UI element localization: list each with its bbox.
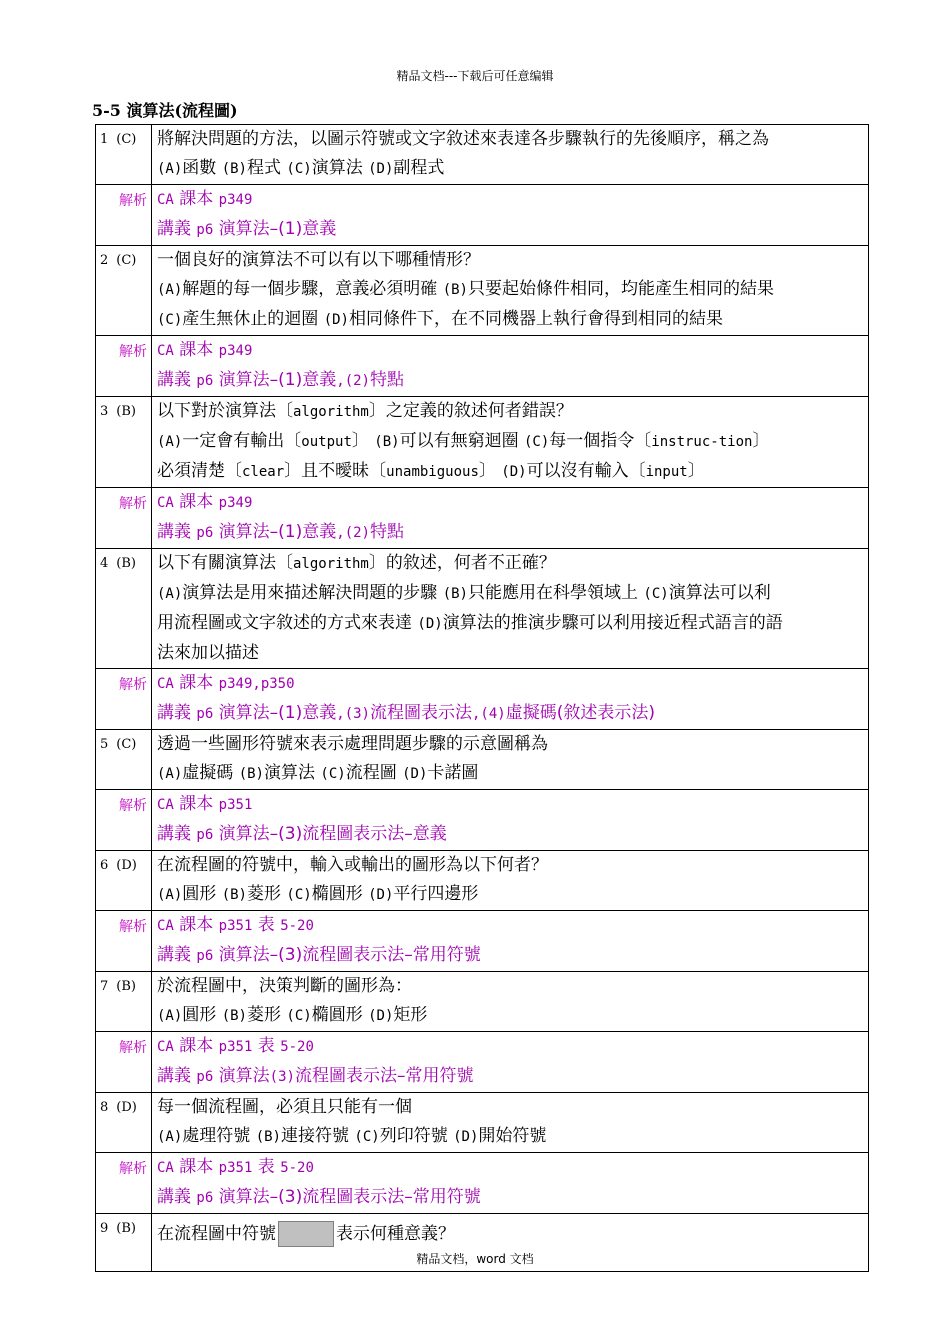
latin-segment: (B) <box>238 766 264 782</box>
text-segment: 意義 <box>412 824 447 844</box>
text-line <box>157 305 862 335</box>
text-line <box>157 880 862 910</box>
text-segment: 特點 <box>369 522 404 542</box>
text-segment: 課本 <box>173 492 219 512</box>
latin-segment: CA <box>157 797 174 813</box>
latin-segment: unambiguous <box>386 464 479 480</box>
text-segment: 意義 <box>302 522 337 542</box>
question-table-body <box>96 125 869 1272</box>
text-line <box>157 759 862 789</box>
question-row <box>96 246 869 336</box>
answer-key: (D) <box>116 1100 137 1115</box>
latin-segment: 5-20 <box>280 1160 314 1176</box>
question-number-cell <box>96 851 152 911</box>
latin-segment: ,(4) <box>471 706 506 722</box>
question-number: 6 <box>100 858 109 873</box>
explanation-row <box>96 1153 869 1214</box>
latin-segment: (B) <box>221 887 247 903</box>
text-line <box>157 366 862 396</box>
text-line <box>157 609 862 639</box>
latin-segment: 5-20 <box>280 1039 314 1055</box>
text-segment: 課本 <box>173 1036 219 1056</box>
text-segment: 課本 <box>173 673 219 693</box>
question-text-cell <box>152 549 869 669</box>
latin-segment: p349 <box>218 192 253 208</box>
text-segment: 必須清楚〔 <box>157 461 242 481</box>
question-number-cell <box>96 972 152 1032</box>
question-table <box>95 124 869 1272</box>
text-segment: 流程圖表示法 <box>302 824 405 844</box>
text-segment: 〕的敘述，何者不正確？ <box>368 553 556 573</box>
text-segment: 於流程圖中，決策判斷的圖形為： <box>157 976 412 996</box>
text-segment: 講義 <box>157 945 197 965</box>
latin-segment: (D) <box>417 616 443 632</box>
explanation-row <box>96 669 869 730</box>
latin-segment: (C) <box>320 766 346 782</box>
text-segment: – <box>404 1187 413 1207</box>
text-line <box>157 457 862 487</box>
text-line <box>157 1214 862 1249</box>
text-line <box>157 639 862 668</box>
text-segment: 只要起始條件相同，均能產生相同的結果 <box>468 279 774 299</box>
latin-segment: (C) <box>643 586 669 602</box>
text-segment: 在流程圖的符號中，輸入或輸出的圖形為以下何者？ <box>157 855 548 875</box>
text-segment: 演算法 <box>213 370 270 390</box>
latin-segment: CA <box>157 495 174 511</box>
text-line <box>157 336 862 366</box>
text-segment: 處理符號 <box>182 1126 256 1146</box>
text-line <box>157 215 862 245</box>
latin-segment: p351 <box>218 1039 253 1055</box>
text-line <box>157 669 862 699</box>
latin-segment: p6 <box>196 1190 214 1206</box>
answer-key: (C) <box>116 253 137 268</box>
text-segment: 〕 <box>752 431 770 451</box>
latin-segment: p6 <box>196 525 214 541</box>
text-line <box>157 488 862 518</box>
latin-segment: (C) <box>523 434 550 450</box>
text-line <box>157 941 862 971</box>
latin-segment: p351 <box>218 918 253 934</box>
explanation-text-cell <box>152 1032 869 1093</box>
text-segment: 特點 <box>369 370 404 390</box>
question-row <box>96 397 869 488</box>
text-segment: 表 <box>252 915 281 935</box>
latin-segment: (A) <box>157 282 183 298</box>
text-segment: – <box>404 824 413 844</box>
latin-segment: (3) <box>269 1069 295 1085</box>
text-segment: 演算法 <box>213 219 270 239</box>
question-row <box>96 125 869 185</box>
text-segment: 連接符號 <box>281 1126 355 1146</box>
text-segment: 平行四邊形 <box>393 884 479 904</box>
text-segment: 課本 <box>173 340 219 360</box>
text-segment: 常用符號 <box>412 1187 481 1207</box>
text-segment: 講義 <box>157 522 197 542</box>
explanation-label: 解析 <box>96 336 152 397</box>
latin-segment: p6 <box>196 706 214 722</box>
latin-segment: (D) <box>402 766 428 782</box>
latin-segment: (C) <box>286 1008 312 1024</box>
latin-segment: ,(3) <box>336 706 370 722</box>
text-segment: 意義 <box>302 370 337 390</box>
text-segment: – <box>396 1066 406 1086</box>
text-segment: 演算法 <box>213 1066 270 1086</box>
text-segment: 虛擬碼 <box>182 763 239 783</box>
text-segment: 講義 <box>157 703 197 723</box>
latin-segment: output <box>301 434 352 450</box>
explanation-label: 解析 <box>96 1153 152 1214</box>
latin-segment: p351 <box>218 1160 253 1176</box>
text-segment: 演算法可以利 <box>668 583 771 603</box>
text-segment: –(1) <box>269 522 303 542</box>
text-segment: 敘述表示法 <box>563 703 649 723</box>
text-segment: 演算法 <box>213 945 270 965</box>
text-segment: 講義 <box>157 1187 197 1207</box>
latin-segment: input <box>645 464 688 480</box>
latin-segment: (A) <box>157 1129 183 1145</box>
text-segment: 表 <box>252 1036 281 1056</box>
text-segment: 〕之定義的敘述何者錯誤？ <box>368 401 573 421</box>
text-line <box>157 185 862 215</box>
text-line <box>157 1062 862 1092</box>
text-segment: 程式 <box>247 158 287 178</box>
text-segment: 橢圓形 <box>311 1005 369 1025</box>
text-segment: 演算法 <box>213 824 270 844</box>
text-segment: 課本 <box>173 189 219 209</box>
latin-segment: (B) <box>442 586 468 602</box>
latin-segment: (D) <box>323 312 349 328</box>
answer-key: (B) <box>116 556 136 571</box>
text-segment: 流程圖表示法 <box>302 1187 405 1207</box>
question-number: 1 <box>100 132 109 147</box>
latin-segment: (B) <box>374 434 400 450</box>
text-segment: 意義 <box>302 703 337 723</box>
question-number-cell <box>96 125 152 185</box>
explanation-text-cell <box>152 336 869 397</box>
text-segment: 演算法 <box>311 158 369 178</box>
question-text-cell <box>152 851 869 911</box>
answer-key: (D) <box>116 858 137 873</box>
text-segment: 圓形 <box>182 1005 222 1025</box>
question-text-cell <box>152 125 869 185</box>
text-segment: 透過一些圖形符號來表示處理問題步驟的示意圖稱為 <box>157 734 548 754</box>
explanation-row <box>96 1032 869 1093</box>
question-text-cell <box>152 730 869 790</box>
question-number: 2 <box>100 253 109 268</box>
question-row <box>96 549 869 669</box>
latin-segment: (C) <box>286 887 312 903</box>
question-number: 9 <box>100 1221 109 1236</box>
latin-segment: (A) <box>157 586 183 602</box>
text-line <box>157 1153 862 1183</box>
explanation-text-cell <box>152 911 869 972</box>
text-line <box>157 730 862 759</box>
explanation-label: 解析 <box>96 1032 152 1093</box>
text-segment: 課本 <box>173 794 219 814</box>
text-segment: 講義 <box>157 370 197 390</box>
text-segment: 〕 <box>478 461 502 481</box>
latin-segment: (A) <box>157 161 183 177</box>
latin-segment: instruc-tion <box>651 434 753 450</box>
question-number-cell <box>96 549 152 669</box>
text-segment: –(3) <box>269 1187 303 1207</box>
text-segment: 圓形 <box>182 884 222 904</box>
answer-key: (C) <box>116 737 137 752</box>
explanation-row <box>96 185 869 246</box>
latin-segment: (B) <box>442 282 468 298</box>
latin-segment: (A) <box>157 1008 183 1024</box>
latin-segment: ,(2) <box>336 525 370 541</box>
text-segment: 常用符號 <box>412 945 481 965</box>
text-segment: 講義 <box>157 824 197 844</box>
text-segment: 用流程圖或文字敘述的方式來表達 <box>157 613 418 633</box>
text-segment: 一定會有輸出〔 <box>182 431 302 451</box>
text-segment: ( <box>556 703 564 723</box>
explanation-label: 解析 <box>96 669 152 730</box>
question-number-cell <box>96 730 152 790</box>
text-segment: 流程圖表示法 <box>369 703 472 723</box>
latin-segment: (D) <box>368 1008 394 1024</box>
text-line <box>157 1032 862 1062</box>
text-segment: 演算法的推演步驟可以利用接近程式語言的語 <box>442 613 783 633</box>
latin-segment: (A) <box>157 434 183 450</box>
text-segment: 列印符號 <box>379 1126 454 1146</box>
text-segment: 表 <box>252 1157 281 1177</box>
latin-segment: p349 <box>218 495 253 511</box>
question-number: 5 <box>100 737 109 752</box>
text-segment: 虛擬碼 <box>505 703 557 723</box>
text-line <box>157 911 862 941</box>
latin-segment: p6 <box>196 948 214 964</box>
text-segment: 演算法是用來描述解決問題的步驟 <box>182 583 443 603</box>
text-segment: –(1) <box>269 370 303 390</box>
question-row <box>96 1093 869 1153</box>
answer-key: (B) <box>116 1221 136 1236</box>
question-number: 3 <box>100 404 109 419</box>
explanation-text-cell <box>152 185 869 246</box>
text-line <box>157 1122 862 1152</box>
latin-segment: algorithm <box>293 556 369 572</box>
question-text-cell <box>152 397 869 488</box>
text-segment: 〕且不曖昧〔 <box>284 461 387 481</box>
text-segment: –(1) <box>269 703 303 723</box>
question-text-cell <box>152 972 869 1032</box>
text-segment: 相同條件下，在不同機器上執行會得到相同的結果 <box>349 309 723 329</box>
explanation-row <box>96 336 869 397</box>
text-segment: 法來加以描述 <box>157 643 259 663</box>
text-segment: 解題的每一個步驟，意義必須明確 <box>182 279 443 299</box>
text-segment: 函數 <box>182 158 222 178</box>
text-segment: 可以沒有輸入〔 <box>526 461 646 481</box>
text-segment: 流程圖 <box>345 763 403 783</box>
question-row <box>96 851 869 911</box>
latin-segment: (C) <box>286 161 312 177</box>
question-number-cell <box>96 1093 152 1153</box>
question-text-cell <box>152 246 869 336</box>
question-row <box>96 730 869 790</box>
latin-segment: CA <box>157 1160 174 1176</box>
text-line <box>157 397 862 427</box>
text-segment: –(3) <box>269 824 303 844</box>
text-segment: 副程式 <box>393 158 445 178</box>
latin-segment: (B) <box>221 161 247 177</box>
question-row <box>96 972 869 1032</box>
text-segment: 開始符號 <box>478 1126 547 1146</box>
latin-segment: (D) <box>368 161 394 177</box>
question-number-cell <box>96 397 152 488</box>
explanation-row <box>96 911 869 972</box>
section-title: 5-5 演算法(流程圖) <box>92 101 238 120</box>
text-line <box>157 820 862 850</box>
latin-segment: (B) <box>221 1008 247 1024</box>
text-segment: 將解決問題的方法，以圖示符號或文字敘述來表達各步驟執行的先後順序，稱之為 <box>157 129 769 149</box>
explanation-label: 解析 <box>96 911 152 972</box>
explanation-label: 解析 <box>96 185 152 246</box>
latin-segment: p349 <box>218 343 253 359</box>
text-segment: 〕 <box>687 461 705 481</box>
explanation-row <box>96 488 869 549</box>
answer-key: (B) <box>116 979 136 994</box>
answer-key: (B) <box>116 404 136 419</box>
explanation-text-cell <box>152 488 869 549</box>
latin-segment: (A) <box>157 887 183 903</box>
text-segment: 課本 <box>173 1157 219 1177</box>
explanation-row <box>96 790 869 851</box>
latin-segment: (B) <box>255 1129 281 1145</box>
latin-segment: CA <box>157 343 174 359</box>
text-line <box>157 579 862 609</box>
text-line <box>157 275 862 305</box>
question-number-cell <box>96 246 152 336</box>
question-number: 8 <box>100 1100 109 1115</box>
text-line <box>157 1183 862 1213</box>
latin-segment: clear <box>242 464 285 480</box>
question-text-cell <box>152 1093 869 1153</box>
latin-segment: algorithm <box>293 404 369 420</box>
text-line <box>157 549 862 579</box>
text-line <box>157 972 862 1001</box>
text-segment: 每一個流程圖，必須且只能有一個 <box>157 1097 412 1117</box>
text-segment: 講義 <box>157 219 197 239</box>
explanation-text-cell <box>152 790 869 851</box>
text-segment: 以下對於演算法〔 <box>157 401 293 421</box>
page-footer: 精品文档，word 文档 <box>416 1252 534 1266</box>
text-segment: 菱形 <box>247 1005 287 1025</box>
explanation-text-cell <box>152 1153 869 1214</box>
text-segment: 每一個指令〔 <box>549 431 652 451</box>
text-segment: 課本 <box>173 915 219 935</box>
text-segment: 演算法 <box>213 1187 270 1207</box>
latin-segment: 5-20 <box>280 918 314 934</box>
explanation-label: 解析 <box>96 488 152 549</box>
latin-segment: (D) <box>453 1129 479 1145</box>
text-segment: 演算法 <box>264 763 321 783</box>
latin-segment: (C) <box>157 312 183 328</box>
latin-segment: (D) <box>501 464 527 480</box>
latin-segment: ,(2) <box>336 373 370 389</box>
text-line <box>157 125 862 154</box>
latin-segment: CA <box>157 676 174 692</box>
text-segment: 菱形 <box>247 884 287 904</box>
text-segment: –(1) <box>269 219 303 239</box>
text-line <box>157 246 862 275</box>
text-segment: 可以有無窮迴圈 <box>399 431 524 451</box>
flowchart-symbol-image <box>278 1221 334 1247</box>
explanation-text-cell <box>152 669 869 730</box>
text-segment: 意義 <box>302 219 337 239</box>
text-line <box>157 851 862 880</box>
text-segment: 矩形 <box>393 1005 428 1025</box>
text-segment: –(3) <box>269 945 303 965</box>
text-segment: 講義 <box>157 1066 197 1086</box>
text-line <box>157 1001 862 1031</box>
latin-segment: p351 <box>218 797 253 813</box>
text-segment: 在流程圖中符號 <box>157 1224 276 1244</box>
page-header: 精品文档---下载后可任意编辑 <box>396 69 554 83</box>
explanation-label: 解析 <box>96 790 152 851</box>
text-segment: – <box>404 945 413 965</box>
text-segment: 只能應用在科學領域上 <box>468 583 644 603</box>
latin-segment: p6 <box>196 1069 214 1085</box>
answer-key: (C) <box>116 132 137 147</box>
text-segment: 演算法 <box>213 703 270 723</box>
text-segment: 常用符號 <box>405 1066 474 1086</box>
text-segment: 一個良好的演算法不可以有以下哪種情形？ <box>157 250 480 270</box>
text-segment: 流程圖表示法 <box>294 1066 397 1086</box>
latin-segment: p6 <box>196 373 214 389</box>
text-segment: 以下有關演算法〔 <box>157 553 293 573</box>
text-line <box>157 518 862 548</box>
text-segment: 演算法 <box>213 522 270 542</box>
latin-segment: (D) <box>368 887 394 903</box>
text-segment: 橢圓形 <box>311 884 369 904</box>
text-line <box>157 427 862 457</box>
question-number: 4 <box>100 556 109 571</box>
latin-segment: CA <box>157 192 174 208</box>
text-line <box>157 154 862 184</box>
text-line <box>157 699 862 729</box>
text-line <box>157 1093 862 1122</box>
text-segment: 表示何種意義？ <box>336 1224 455 1244</box>
latin-segment: p349,p350 <box>218 676 295 692</box>
text-segment: 卡諾圖 <box>427 763 479 783</box>
latin-segment: CA <box>157 918 174 934</box>
text-segment: 產生無休止的迴圈 <box>182 309 324 329</box>
latin-segment: CA <box>157 1039 174 1055</box>
latin-segment: (A) <box>157 766 183 782</box>
latin-segment: (C) <box>354 1129 380 1145</box>
text-segment: ) <box>648 703 655 723</box>
latin-segment: p6 <box>196 827 214 843</box>
latin-segment: p6 <box>196 222 214 238</box>
text-line <box>157 790 862 820</box>
question-number: 7 <box>100 979 109 994</box>
text-segment: 流程圖表示法 <box>302 945 405 965</box>
text-segment: 〕 <box>351 431 375 451</box>
